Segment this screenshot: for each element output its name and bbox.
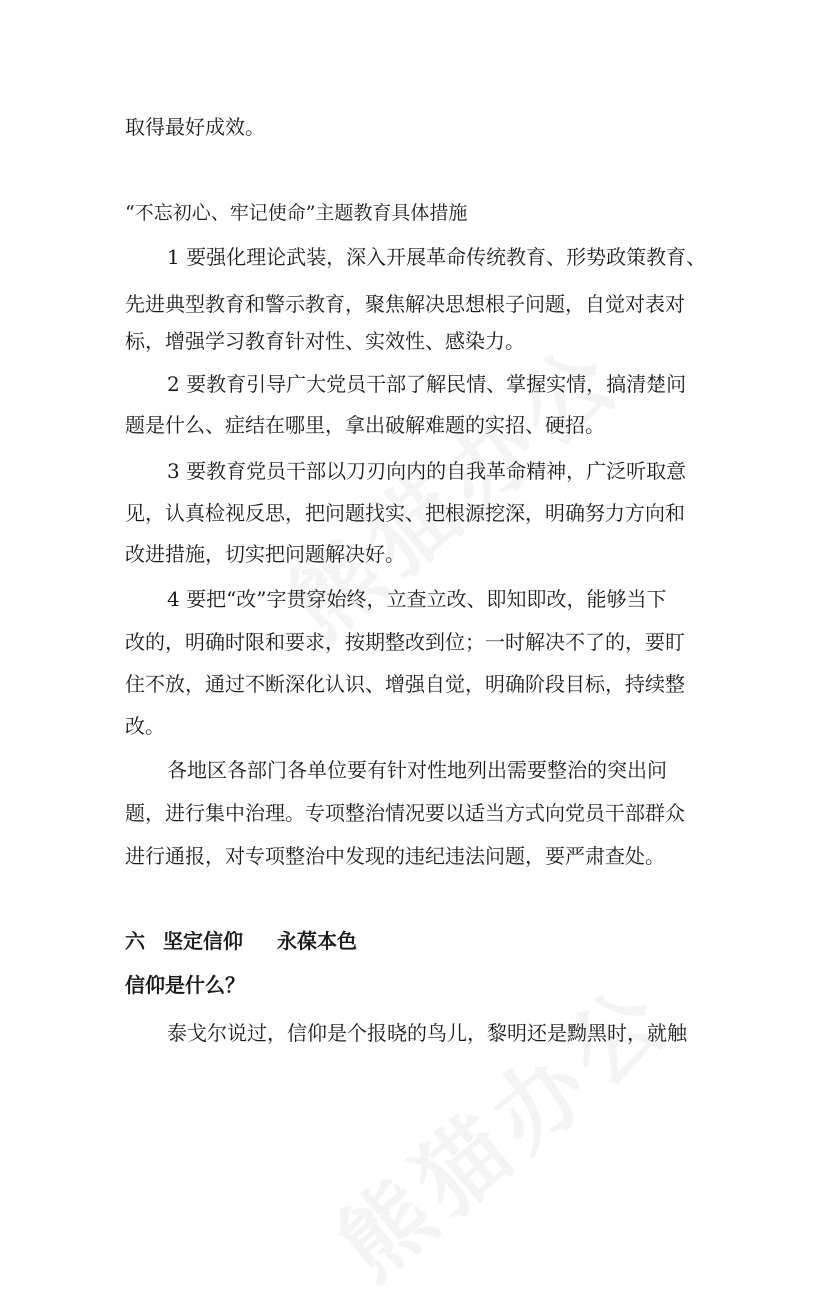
item-4-line-4: 改。 [125,714,165,738]
question-heading: 信仰是什么？ [125,973,245,997]
chapter-title-part1: 坚定信仰 [163,929,243,953]
item-3-line-2: 见，认真检视反思，把问题找实、把根源挖深，明确努力方向和 [125,501,685,525]
item-1-line-1: 1 要强化理论武装，深入开展革命传统教育、形势政策教育、 [167,245,707,269]
item-5-line-1: 各地区各部门各单位要有针对性地列出需要整治的突出问 [167,758,667,782]
item-2-line-2: 题是什么、症结在哪里，拿出破解难题的实招、硬招。 [125,413,605,437]
chapter-heading [125,926,715,956]
item-3-line-3: 改进措施，切实把问题解决好。 [125,542,405,566]
item-2-line-1: 2 要教育引导广大党员干部了解民情、掌握实情，搞清楚问 [167,372,687,396]
chapter-number: 六 [125,929,145,953]
item-1-line-3: 标，增强学习教育针对性、实效性、感染力。 [125,329,525,353]
item-4-line-2: 改的，明确时限和要求，按期整改到位；一时解决不了的，要盯 [125,630,685,654]
item-4-line-3: 住不放，通过不断深化认识、增强自觉，明确阶段目标，持续整 [125,672,685,696]
watermark [305,947,695,1303]
chapter-title-part2: 永葆本色 [277,929,357,953]
item-5-line-3: 进行通报，对专项整治中发现的违纪违法问题，要严肃查处。 [125,844,665,868]
closing-line: 泰戈尔说过，信仰是个报晓的鸟儿，黎明还是黝黑时，就触 [167,1021,687,1045]
section-title: “不忘初心、牢记使命”主题教育具体措施 [125,202,468,224]
paragraph-tail: 取得最好成效。 [125,115,265,139]
item-5-line-2: 题，进行集中治理。专项整治情况要以适当方式向党员干部群众 [125,801,685,825]
item-4-line-1: 4 要把“改”字贯穿始终，立查立改、即知即改，能够当下 [167,587,667,611]
item-1-line-2: 先进典型教育和警示教育，聚焦解决思想根子问题，自觉对表对 [125,292,685,316]
item-3-line-1: 3 要教育党员干部以刀刃向内的自我革命精神，广泛听取意 [167,459,687,483]
